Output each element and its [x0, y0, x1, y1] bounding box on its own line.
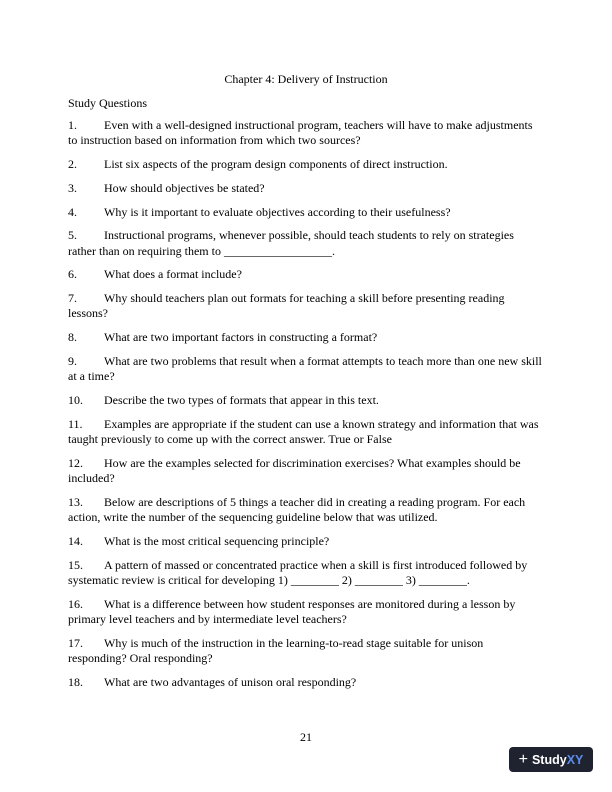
question-item: [68, 205, 544, 220]
question-item: [68, 636, 544, 666]
question-number: 1.: [68, 118, 77, 132]
question-item: [68, 267, 544, 282]
question-text: Why is it important to evaluate objectives according to their usefulness?: [104, 204, 451, 219]
question-item: [68, 675, 544, 690]
question-item: [68, 534, 544, 549]
question-text: Instructional programs, whenever possible, should teach students to rely on strategies rather than on requiring them to __________________.: [68, 228, 514, 258]
question-number: 13.: [68, 494, 83, 509]
question-number: 15.: [68, 557, 83, 572]
question-text: What are two problems that result when a format attempts to teach more than one new skill at a time?: [68, 353, 542, 384]
question-item: [68, 118, 544, 148]
question-number: 12.: [68, 455, 83, 470]
question-item: [68, 393, 544, 408]
brand-accent: XY: [566, 752, 584, 767]
question-text: What is the most critical sequencing principle?: [104, 533, 330, 548]
question-item: [68, 181, 544, 196]
question-text: Why is much of the instruction in the learning-to-read stage suitable for unison responding? Oral responding?: [68, 635, 484, 665]
question-number: 4.: [68, 204, 77, 219]
question-text: Describe the two types of formats that appear in this text.: [104, 392, 379, 407]
brand-name: Study: [531, 752, 567, 767]
question-number: 5.: [68, 228, 77, 243]
question-text: What is a difference between how student responses are monitored during a lesson by primary level teachers and by intermediate level teachers?: [68, 596, 516, 626]
question-text: A pattern of massed or concentrated practice when a skill is first introduced followed by systematic review is critical for developing 1) ________ 2) ________ 3) ________.: [68, 557, 528, 587]
question-number: 9.: [68, 353, 77, 368]
question-text: How should objectives be stated?: [104, 180, 265, 195]
question-number: 10.: [68, 392, 83, 407]
question-number: 11.: [68, 416, 83, 431]
question-item: [68, 157, 544, 172]
question-number: 17.: [68, 635, 83, 650]
chapter-title: Chapter 4: Delivery of Instruction: [224, 72, 388, 86]
question-text: List six aspects of the program design components of direct instruction.: [104, 157, 448, 171]
question-text: What are two important factors in constructing a format?: [104, 330, 378, 345]
question-item: [68, 228, 544, 258]
question-item: [68, 330, 544, 345]
study-questions-list: [68, 118, 544, 698]
question-number: 16.: [68, 596, 83, 611]
studyxy-badge[interactable]: [509, 747, 593, 772]
question-item: [68, 597, 544, 627]
question-item: [68, 495, 544, 525]
question-text: Even with a well-designed instructional program, teachers will have to make adjustments to instruction based on information from which two sources?: [68, 118, 533, 148]
question-number: 2.: [68, 157, 77, 171]
question-text: Why should teachers plan out formats for teaching a skill before presenting reading lessons?: [68, 291, 505, 321]
plus-icon: +: [518, 750, 528, 768]
question-item: [68, 417, 544, 447]
question-number: 14.: [68, 533, 83, 548]
question-item: [68, 558, 544, 588]
question-text: Examples are appropriate if the student can use a known strategy and information that was taught previously to come up with the correct answer. True or False: [68, 416, 539, 446]
question-number: 3.: [68, 180, 77, 195]
question-number: 7.: [68, 291, 77, 306]
question-item: [68, 291, 544, 321]
question-number: 18.: [68, 674, 83, 689]
question-text: How are the examples selected for discrimination exercises? What examples should be included?: [68, 455, 521, 485]
question-number: 6.: [68, 267, 77, 282]
question-text: What are two advantages of unison oral responding?: [104, 674, 357, 689]
section-heading: Study Questions: [68, 96, 148, 110]
question-number: 8.: [68, 330, 77, 345]
question-item: [68, 456, 544, 486]
question-text: What does a format include?: [104, 267, 242, 282]
question-item: [68, 354, 544, 384]
page-number: 21: [300, 730, 312, 744]
question-text: Below are descriptions of 5 things a teacher did in creating a reading program. For each action, write the number of the sequencing guideline below that was utilized.: [68, 494, 526, 524]
